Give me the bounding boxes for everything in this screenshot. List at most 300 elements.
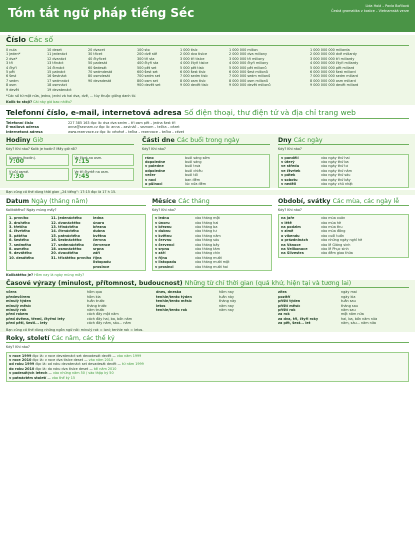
cz: do roku 2010 <box>9 366 35 371</box>
hours-block <box>6 134 134 188</box>
numbers-col-billions <box>310 48 390 92</box>
vi: vào đêm giao thừa <box>321 251 353 256</box>
tense-grid <box>6 290 409 325</box>
numbers-col-hundreds <box>137 48 177 92</box>
num: 17 sedmnáct <box>47 78 70 83</box>
time-box <box>72 154 135 167</box>
num: 8 000 osm tisíc <box>180 78 206 83</box>
num: 7 000 000 sedm milionů <box>229 74 271 79</box>
time-box <box>6 168 69 181</box>
num: 500 pět set <box>137 65 157 70</box>
ordinal: 15. patnáctého <box>51 233 80 238</box>
weekdays-heading <box>278 137 409 145</box>
numbers-note: *Các số từ một nữa, jedno, jedni và hai dva, dvě, ... tùy thuộc giống danh từ. <box>6 94 137 99</box>
contact-value: anna@seznam.cz đọc là: anna – zavináč – seznam – tečka – cézet <box>68 125 180 130</box>
term: tuần trước <box>87 299 105 304</box>
num: 14 čtrnáct <box>47 65 65 70</box>
time-value: 7:30 <box>9 172 24 180</box>
vi: buổi trưa <box>185 164 201 169</box>
month-gen: prosince <box>93 264 110 269</box>
weekdays-question: Kdy? Khi nào? <box>278 147 302 152</box>
num: 300 tři sta <box>137 56 155 61</box>
years-heading-cz: Roky, století <box>6 335 50 343</box>
cz: o prázdninách <box>281 238 308 243</box>
time-note: Bạn cũng có thể dùng thời gian „24 tiếng“: 17:15 đọc là 17 h 15. <box>0 190 415 194</box>
list-item: v patnáctém století — vào thế kỷ 15 <box>9 375 76 380</box>
title-bar <box>0 0 415 32</box>
ordinal: 12. dvanáctého <box>51 220 81 225</box>
vi: vào năm 1999 <box>116 353 142 358</box>
time-value: 7:15 <box>74 157 90 165</box>
term: năm nay <box>219 303 234 308</box>
num: 700 sedm set <box>137 74 161 79</box>
num: 4 čtyři <box>6 65 17 70</box>
numbers-heading <box>6 35 409 46</box>
author-line: Lida Holá – Pavla Bořilová <box>365 4 409 8</box>
num: 1 jeden* <box>6 52 21 57</box>
vi: vào tháng mười một <box>195 260 230 265</box>
num: 6 šest <box>6 74 17 79</box>
cz: v červenci <box>155 242 175 247</box>
term: tuần này <box>219 294 235 299</box>
vi: vào những năm 50 / vào thập kỷ 50 <box>52 371 114 376</box>
seasons-heading <box>278 198 409 206</box>
term: hôm nay <box>219 290 234 295</box>
num: 40 čtyřicet <box>88 56 107 61</box>
month-gen: ledna <box>93 216 104 221</box>
months-heading <box>152 198 272 206</box>
years-heading-vi: Các năm, các thế kỷ <box>51 335 115 343</box>
contact-heading-cz: Telefonní číslo, e-mail, internetová adresa <box>6 107 182 117</box>
tense-heading-vi: Những từ chỉ thời gian (quá khứ, hiện tại và tương lai) <box>184 280 352 288</box>
contact-heading <box>6 108 409 119</box>
term: před rokem <box>6 312 29 317</box>
month-gen: července <box>93 242 111 247</box>
term: năm, sáu... năm nữa <box>341 321 376 326</box>
vi: vào tháng sáu <box>195 238 220 243</box>
list-item: do roku 2010 đọc là: do roku dva tisíce deset — tới năm 2010 <box>9 366 117 371</box>
time-value: 7:45 <box>74 172 90 180</box>
numbers-col-units <box>6 48 44 92</box>
present-vi <box>219 290 275 325</box>
term: letos <box>156 303 166 308</box>
cz: v zimě <box>281 229 294 234</box>
num: 2 000 000 000 dvě miliardy <box>310 52 357 57</box>
num: 12 dvanáct <box>47 56 67 61</box>
num: 5 000 000 pět milionů <box>229 65 267 70</box>
month-gen: března <box>93 224 107 229</box>
time-label: Ve tři čtvrtě na osm. <box>74 170 110 175</box>
ordinals-2 <box>51 216 91 269</box>
cz: na Silvestra <box>281 251 304 256</box>
num: 7 sedm <box>6 78 19 83</box>
vi: vào ngày thứ tư <box>321 164 348 169</box>
num: 4 000 000 čtyři miliony <box>229 61 269 66</box>
num: 5 000 pět tisíc <box>180 65 205 70</box>
num: 7 000 sedm tisíc <box>180 74 209 79</box>
cz: o půlnoci <box>145 181 163 186</box>
ordinal: 18. osmnáctého <box>51 247 82 251</box>
ordinal: 9. devátého <box>9 251 32 256</box>
vi: vào ngày thứ ba <box>321 159 349 164</box>
months-list <box>152 214 272 271</box>
ordinal: 1. prvního <box>9 216 29 221</box>
term: cách đây một năm <box>87 312 119 317</box>
num: 400 čtyři sta <box>137 61 159 66</box>
month-gen: dubna <box>93 229 105 234</box>
ordinals-1 <box>9 216 49 269</box>
vi: vào tháng bảy <box>195 242 220 247</box>
vi: vào tháng mười <box>195 255 222 260</box>
contact-label: Telefonní číslo <box>6 120 34 125</box>
vi: vào những ngày nghỉ hè <box>321 238 363 243</box>
cz: od roku 1999 <box>9 362 35 367</box>
term: příští rok <box>278 308 296 313</box>
term: příští týden <box>278 299 301 304</box>
term: minulý týden <box>6 299 32 304</box>
price-question-cz: Kolik to stojí? <box>6 100 33 105</box>
num: 80 osmdesát <box>88 74 110 79</box>
vi: vào ngày chủ nhật <box>321 181 353 186</box>
daytime-heading <box>142 137 270 145</box>
cz: ráno <box>145 155 154 160</box>
vi: vào thế kỷ 15 <box>51 375 76 380</box>
months-heading-vi: Các tháng <box>178 197 210 205</box>
term: před pěti, šesti... lety <box>6 321 48 326</box>
cz: v březnu <box>155 224 172 229</box>
num: 8 osm <box>6 83 17 88</box>
vi: vào tháng hai <box>195 220 219 225</box>
ordinal: 5. pátého <box>9 233 28 238</box>
term: včera <box>6 290 17 295</box>
cz: večer <box>145 173 156 178</box>
num: 90 devadesát <box>88 78 112 83</box>
cz: ve středu <box>281 164 300 169</box>
term: một năm nữa <box>341 312 364 317</box>
contact-rows <box>6 121 409 134</box>
term: ngày mai <box>341 290 357 295</box>
subtitle-line: Česká gramatika v kostce – Vietnamská verze <box>331 8 409 13</box>
vi: vào tháng ba <box>195 224 218 229</box>
cz: v lednu <box>155 216 170 221</box>
cz: v květnu <box>155 233 172 238</box>
num: 6 000 000 šest milionů <box>229 70 268 75</box>
years-question: Kdy? Khi nào? <box>6 345 30 350</box>
cz: v dubnu <box>155 229 171 234</box>
term: tenhle/tento měsíc <box>156 299 192 304</box>
cz: v pátek <box>281 173 296 178</box>
term: tháng sau <box>341 303 358 308</box>
hours-heading-vi: Giờ <box>32 137 43 145</box>
price-question-vi: Cái này giá bao nhiêu? <box>33 100 72 105</box>
vi: vào tháng mười hai <box>195 264 228 269</box>
cz: v prosinci <box>155 264 174 269</box>
vi: vào ngày thứ hai <box>321 155 350 160</box>
vi: buổi chiều <box>185 168 203 173</box>
date-question: Kolikátého? Ngày mùng mấy? <box>6 207 57 212</box>
term: předevčírem <box>6 294 31 299</box>
vi: vào tháng tư <box>195 229 217 234</box>
ordinal: 16. šestnáctého <box>51 238 82 243</box>
cz: na jaře <box>281 216 295 221</box>
years-section <box>0 335 415 382</box>
years-heading <box>6 335 409 343</box>
numbers-grid <box>6 48 409 92</box>
num: 9 000 devět tisíc <box>180 83 209 88</box>
month-gen: října <box>93 255 102 260</box>
cz: na podzim <box>281 224 301 229</box>
month-gen: srpna <box>93 247 104 251</box>
term: năm nay <box>219 308 234 313</box>
authors <box>331 4 409 13</box>
list-item: v roce 1999 đọc là: v roce devatenáct set devadesát devět — vào năm 1999 <box>9 353 142 358</box>
time-label: V sedm (hodin). <box>9 155 36 160</box>
cz: v roce 1999 <box>9 353 32 358</box>
hours-heading <box>6 137 134 145</box>
cz: v srpnu <box>155 247 170 251</box>
num: 5 pět <box>6 70 15 75</box>
months-heading-cz: Měsíce <box>152 197 177 205</box>
vi: vào tháng chín <box>195 251 221 256</box>
num: 600 šest set <box>137 70 158 75</box>
numbers-col-thousands <box>180 48 226 92</box>
future-vi <box>341 290 409 325</box>
num: 6 000 000 000 šest miliard <box>310 70 356 75</box>
ordinal: 10. desátého <box>9 255 34 260</box>
cz: v únoru <box>155 220 170 225</box>
cz: v poledne <box>145 164 164 169</box>
list-item: v roce 2010 đọc là: v roce dva tisíce deset — vào năm 2010 <box>9 357 114 362</box>
num: 0 nula <box>6 48 17 52</box>
cz: v sobotu <box>281 177 298 182</box>
vi: vào ngày thứ bảy <box>321 177 351 182</box>
term: cách đây năm, sáu... năm <box>87 321 131 326</box>
num: 900 devět set <box>137 83 161 88</box>
weekdays-block <box>278 134 409 188</box>
ordinal: 17. sedmnáctého <box>51 242 84 247</box>
term: za dva, tři, čtyři roky <box>278 316 319 321</box>
list-item <box>281 251 406 255</box>
tense-section <box>0 280 415 332</box>
term: hôm qua <box>87 290 102 295</box>
vi: tới năm 2010 <box>93 366 117 371</box>
daytime-list <box>142 154 270 189</box>
num: 3 000 000 000 tři miliardy <box>310 56 355 61</box>
numbers-section <box>0 35 415 105</box>
ordinal: 2. druhého <box>9 220 30 225</box>
seasons-list <box>278 214 409 258</box>
vi: vào lễ Phục sinh <box>321 247 349 251</box>
num: 18 osmnáct <box>47 83 67 88</box>
num: 10 deset <box>47 48 62 52</box>
term: năm trước <box>87 308 105 313</box>
numbers-col-millions <box>229 48 307 92</box>
num: 9 000 000 000 devět miliard <box>310 83 359 88</box>
num: 1 000 tisíc <box>180 48 198 52</box>
vi: vào cuối tuần <box>321 233 345 238</box>
date-block <box>6 195 146 278</box>
num: 100 sto <box>137 48 150 52</box>
ordinal: 8. osmého <box>9 247 29 251</box>
num: 3 tři <box>6 61 13 66</box>
seasons-question: Kdy? Khi nào? <box>278 207 302 212</box>
num: 6 000 šest tisíc <box>180 70 206 75</box>
cz: na Vánoce <box>281 242 301 247</box>
term: před dvěma, třemi, čtyřmi lety <box>6 316 65 321</box>
cz: v roce 2010 <box>9 357 32 362</box>
contact-label: E-mailová adresa <box>6 125 39 130</box>
term: ngày kia <box>341 294 356 299</box>
num: 11 jedenáct <box>47 52 68 57</box>
num: 8 000 000 000 osm miliard <box>310 78 356 83</box>
month-gen: června <box>93 238 106 243</box>
term: tháng trước <box>87 303 107 308</box>
hours-heading-cz: Hodiny <box>6 137 31 145</box>
vi: vào lễ Giáng sinh <box>321 242 351 247</box>
list-item <box>145 182 267 186</box>
term: dnes, dneska <box>156 290 182 295</box>
daytime-heading-vi: Các buổi trong ngày <box>176 137 240 145</box>
term: příští měsíc <box>278 303 301 308</box>
num: 1 000 000 milion <box>229 48 258 52</box>
contact-label: Internetová adresa <box>6 129 43 134</box>
date-heading-vi: Ngày (tháng năm) <box>31 197 88 205</box>
num: 7 000 000 000 sedm miliard <box>310 74 358 79</box>
vi: ban đêm <box>185 177 200 182</box>
ordinal: 3. třetího <box>9 224 27 229</box>
ordinal: 11. jedenáctého <box>51 216 82 221</box>
num: 3 000 tři tisíce <box>180 56 205 61</box>
num: 200 dvě stě <box>137 52 158 57</box>
hours-q2: Kolik je hodin? Mấy giờ rồi? <box>30 147 77 152</box>
past-cz <box>6 290 84 325</box>
contact-section <box>0 108 415 134</box>
ordinal: 31. třicátého prvního <box>51 255 91 260</box>
num: 9 devět <box>6 87 19 92</box>
daytime-block <box>142 134 270 188</box>
cz: v létě <box>281 220 292 225</box>
vi: vào mùa thu <box>321 224 343 229</box>
cz: v červnu <box>155 238 172 243</box>
date-list <box>6 214 146 271</box>
time-value: 7:00 <box>9 157 24 165</box>
vi: vào mùa hè <box>321 220 342 225</box>
vi: buổi sáng sớm <box>185 155 210 160</box>
cz: v pondělí <box>281 155 299 160</box>
weekdays-heading-cz: Dny <box>278 137 292 145</box>
num: 30 třicet <box>88 52 103 57</box>
term: minulý rok <box>6 308 27 313</box>
vi: buổi tối <box>185 173 198 178</box>
ordinal: 13. třináctého <box>51 224 79 229</box>
months-question: Kdy? Khi nào? <box>152 207 176 212</box>
cz: odpoledne <box>145 168 166 173</box>
month-gen: září <box>93 251 101 256</box>
months-genitive <box>93 216 143 269</box>
reading: đọc là: do roku dva tisíce deset <box>35 366 89 371</box>
cz: v padesátých letech <box>9 371 48 376</box>
years-list <box>6 352 409 382</box>
cz: v listopadu <box>155 260 177 265</box>
cz: v noci <box>145 177 157 182</box>
time-label: Ve čtvrt na osm. <box>74 155 103 160</box>
price-question <box>6 100 409 104</box>
time-examples <box>6 152 134 182</box>
term: za rok <box>278 312 290 317</box>
seasons-heading-vi: Các mùa, các ngày lễ <box>332 197 400 205</box>
num: 2 000 000 dva miliony <box>229 52 268 57</box>
contact-value: 227 385 163 đọc là: dva dva sedm – tři osm pět – jedna šest tři <box>68 120 176 125</box>
months-block <box>152 195 272 278</box>
num: 9 000 000 devět milionů <box>229 83 271 88</box>
reading: đọc là: v roce dva tisíce deset <box>32 357 84 362</box>
term: hôm kia <box>87 294 101 299</box>
numbers-heading-cz: Číslo <box>6 35 26 44</box>
weekdays-list <box>278 154 409 189</box>
hours-q1: Kdy? Khi nào? <box>6 147 30 152</box>
term: hai, ba, bốn năm nữa <box>341 316 378 321</box>
date-heading-cz: Datum <box>6 197 30 205</box>
term: tenhle/tento rok <box>156 308 188 313</box>
term: tuần sau <box>341 299 356 304</box>
vi: vào năm 2010 <box>88 357 114 362</box>
num: 16 šestnáct <box>47 74 67 79</box>
num: 50 padesát <box>88 61 108 66</box>
num: 13 třináct <box>47 61 64 66</box>
time-row <box>0 134 415 188</box>
list-item <box>281 182 406 186</box>
ordinal: 7. sedmého <box>9 242 32 247</box>
contact-heading-vi: Số điện thoại, thư điện tử và địa chỉ trang web <box>184 107 356 117</box>
term: tenhle/tento týden <box>156 294 192 299</box>
term: minulý měsíc <box>6 303 32 308</box>
vi: vào ngày thứ năm <box>321 168 352 173</box>
cz: o víkendu <box>281 233 300 238</box>
ordinal: 4. čtvrtého <box>9 229 31 234</box>
ordinal: 6. šestého <box>9 238 29 243</box>
cz: v neděli <box>281 181 297 186</box>
date-q2-vi: Hôm nay là ngày mùng mấy? <box>34 273 85 278</box>
vi: vào tháng tám <box>195 247 220 251</box>
term: pozítří <box>278 294 291 299</box>
cz: v září <box>155 251 166 256</box>
vi: vào ngày thứ sáu <box>321 173 351 178</box>
numbers-col-teens <box>47 48 85 92</box>
term: tháng này <box>219 299 237 304</box>
month-gen: února <box>93 220 105 225</box>
daytime-heading-cz: Části dne <box>142 137 175 145</box>
vi: buổi sáng <box>185 159 202 164</box>
list-item: od roku 1999 đọc là: od roku devatenáct set devadesát devět — từ năm 1999 <box>9 362 144 367</box>
term: cách đây hai, ba, bốn năm <box>87 316 133 321</box>
num: 2 000 dva tisíce <box>180 52 208 57</box>
num: 70 sedmdesát <box>88 70 113 75</box>
term: năm sau <box>341 308 356 313</box>
num: 4 000 čtyři tisíce <box>180 61 209 66</box>
reading: đọc là: v roce devatenáct set devadesát devět <box>32 353 112 358</box>
cz: v patnáctém století <box>9 375 47 380</box>
date-row <box>0 195 415 278</box>
num: 2 dva* <box>6 56 18 61</box>
past-vi <box>87 290 153 325</box>
tense-heading <box>6 280 409 288</box>
page-title: Tóm tắt ngữ pháp tiếng Séc <box>8 6 195 20</box>
vi: từ năm 1999 <box>122 362 144 367</box>
vi: vào mùa xuân <box>321 216 346 221</box>
num: 60 šedesát <box>88 65 107 70</box>
contact-value: www.rezervace.cz đọc là: vévévé – tečka – rezervace – tečka – cézet <box>68 129 185 134</box>
cz: v úterý <box>281 159 295 164</box>
